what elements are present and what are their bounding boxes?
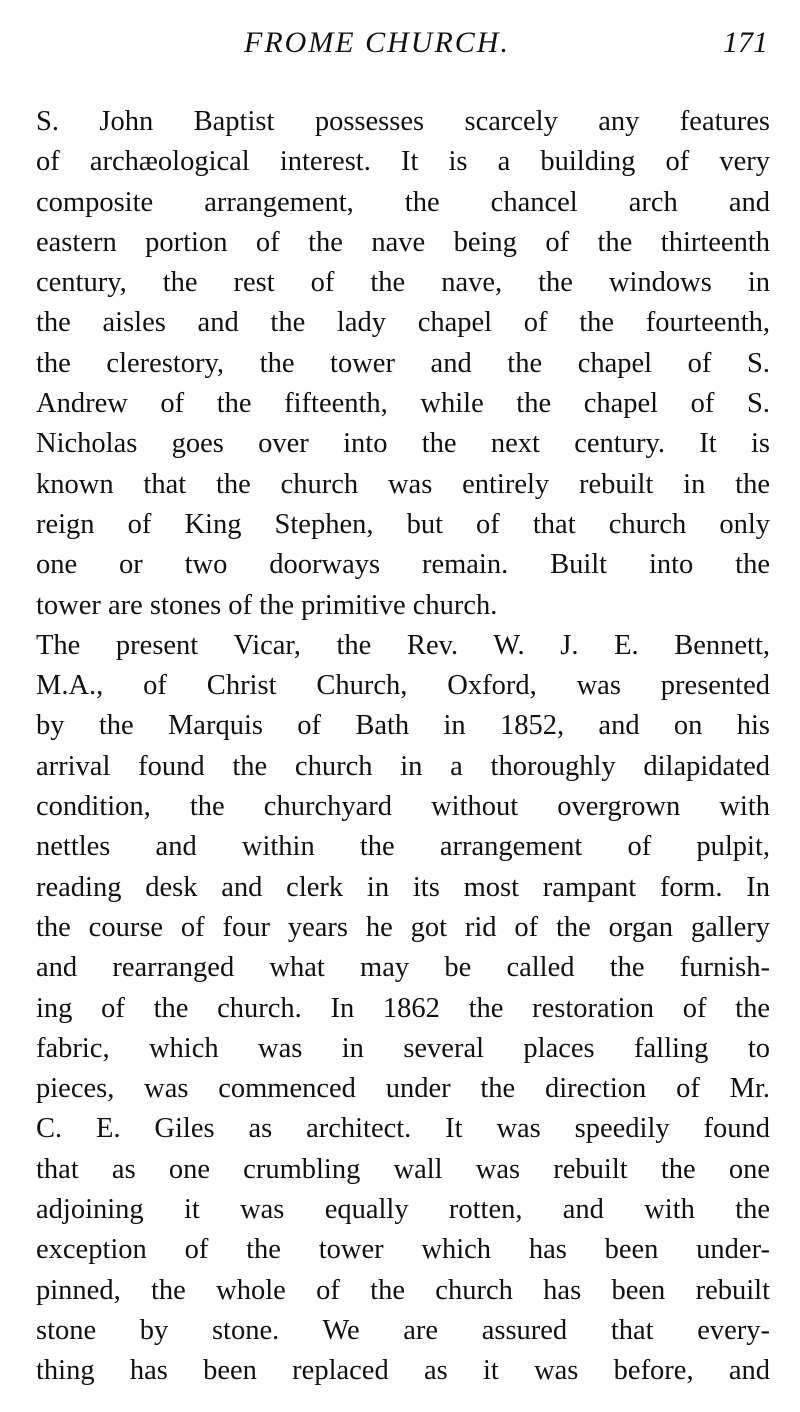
text-line: by the Marquis of Bath in 1852, and on his: [36, 710, 770, 742]
text-line: and rearranged what may be called the furnish-: [36, 952, 770, 984]
running-title: FROME CHURCH.: [244, 26, 510, 59]
text-line: Andrew of the fifteenth, while the chapel of S.: [36, 388, 770, 420]
text-line: the clerestory, the tower and the chapel of S.: [36, 347, 770, 379]
text-line: pieces, was commenced under the direction of Mr.: [36, 1073, 770, 1105]
text-line: The present Vicar, the Rev. W. J. E. Bennett,: [36, 629, 770, 661]
text-line: century, the rest of the nave, the windows in: [36, 267, 770, 299]
text-line: pinned, the whole of the church has been rebuilt: [36, 1274, 770, 1306]
text-line: thing has been replaced as it was before, and: [36, 1355, 770, 1387]
text-line: exception of the tower which has been under-: [36, 1234, 770, 1266]
text-line: one or two doorways remain. Built into the: [36, 549, 770, 581]
text-line: arrival found the church in a thoroughly dilapidated: [36, 750, 770, 782]
text-line: composite arrangement, the chancel arch and: [36, 186, 770, 218]
running-head: [0, 26, 800, 70]
text-line: reading desk and clerk in its most rampant form. In: [36, 871, 770, 903]
text-line: known that the church was entirely rebuilt in the: [36, 468, 770, 500]
text-line: stone by stone. We are assured that every-: [36, 1314, 770, 1346]
text-line: the aisles and the lady chapel of the fourteenth,: [36, 307, 770, 339]
text-line: C. E. Giles as architect. It was speedily found: [36, 1113, 770, 1145]
text-line: that as one crumbling wall was rebuilt the one: [36, 1153, 770, 1185]
text-line: fabric, which was in several places falling to: [36, 1032, 770, 1064]
text-line: reign of King Stephen, but of that church only: [36, 508, 770, 540]
text-line: of archæological interest. It is a building of very: [36, 146, 770, 178]
text-line: ing of the church. In 1862 the restoration of the: [36, 992, 770, 1024]
text-line: eastern portion of the nave being of the thirteenth: [36, 226, 770, 258]
text-line: tower are stones of the primitive church.: [36, 589, 498, 621]
page-number: 171: [723, 26, 768, 59]
text-line: the course of four years he got rid of the organ gallery: [36, 911, 770, 943]
text-line: nettles and within the arrangement of pulpit,: [36, 831, 770, 863]
text-line: S. John Baptist possesses scarcely any features: [36, 106, 770, 137]
text-line: Nicholas goes over into the next century. It is: [36, 428, 770, 460]
text-line: condition, the churchyard without overgrown with: [36, 791, 770, 823]
body-text: [36, 102, 770, 1392]
text-line: M.A., of Christ Church, Oxford, was presented: [36, 670, 770, 702]
text-line: adjoining it was equally rotten, and with the: [36, 1194, 770, 1226]
